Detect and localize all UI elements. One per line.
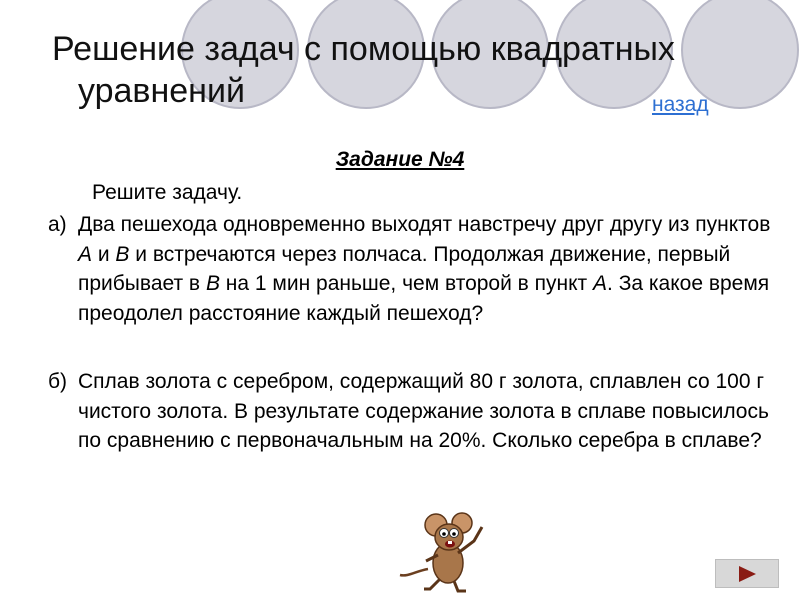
point-a: А <box>78 242 93 266</box>
point-b: В <box>205 272 220 295</box>
slide-title <box>52 28 752 112</box>
slide-title-line-1: Решение задач с помощью квадратных <box>52 30 675 68</box>
back-link[interactable]: назад <box>652 93 709 116</box>
problem-a-text <box>48 210 778 328</box>
problem-a <box>48 210 778 328</box>
problem-b-label: б) <box>48 370 68 393</box>
problem-a-text-part: Два пешехода одновременно выходят навстречу друг другу из пунктов <box>78 213 771 236</box>
problem-a-text-part: . За какое время преодолел расстояние каждый пешеход? <box>78 272 770 325</box>
point-a: А <box>593 272 608 295</box>
problem-b <box>48 367 778 456</box>
problem-a-text-part: на 1 мин раньше, чем второй в пункт <box>219 272 594 295</box>
task-intro: Решите задачу. <box>92 181 243 204</box>
mouse-illustration <box>396 505 492 595</box>
point-b: В <box>115 242 130 266</box>
play-next-icon <box>736 565 758 583</box>
slide-title-line-2: уравнений <box>78 72 245 110</box>
problem-a-text-part: и <box>92 242 116 266</box>
task-heading: Задание №4 <box>335 148 465 171</box>
next-slide-button[interactable] <box>715 559 779 588</box>
problem-b-text: Сплав золота с серебром, содержащий 80 г золота, сплавлен со 100 г чистого золота. В результате содержание золота в сплаве повысилось по сравнению с первоначальным на 20%. Сколько серебра в сплаве? <box>78 370 769 452</box>
problem-a-text-part: и встречаются через полчаса. Продолжая движение, первый прибывает в <box>78 242 731 295</box>
problem-a-label: а) <box>48 213 67 236</box>
